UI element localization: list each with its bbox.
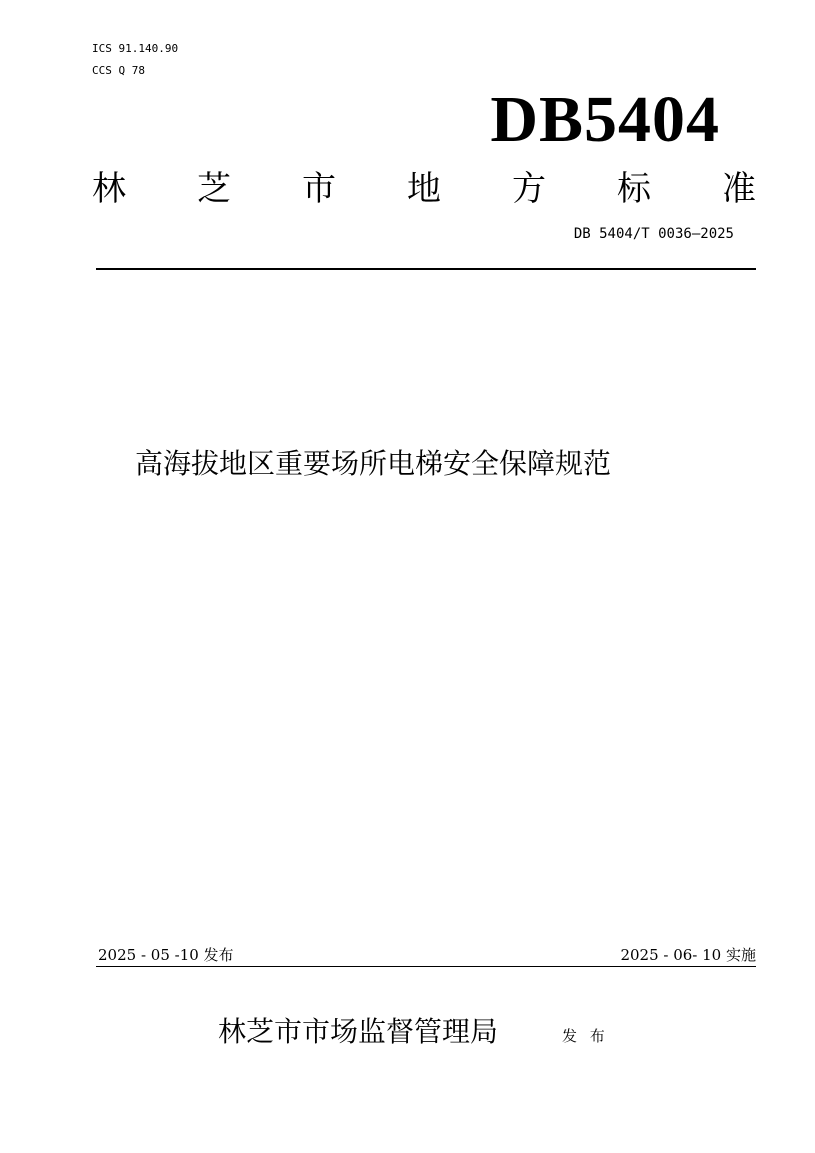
standard-type-heading xyxy=(92,164,756,214)
implementation-date: 2025 - 06- 10 实施 xyxy=(620,946,756,964)
publisher-name: 林芝市市场监督管理局 xyxy=(218,1015,499,1048)
standard-type-char: 地 xyxy=(407,169,441,209)
date-row xyxy=(98,944,756,966)
footer-divider xyxy=(96,966,756,967)
standard-type-char: 准 xyxy=(722,169,756,209)
standard-type-char: 市 xyxy=(302,169,336,209)
standard-type-char: 芝 xyxy=(197,169,231,209)
document-title-block xyxy=(0,442,815,486)
classification-codes xyxy=(92,38,178,82)
standard-code: DB5404 xyxy=(490,83,720,156)
header-divider xyxy=(96,268,756,270)
standard-type-char: 林 xyxy=(92,169,126,209)
ccs-code: CCS Q 78 xyxy=(92,64,145,77)
standard-number: DB 5404/T 0036—2025 xyxy=(573,226,734,242)
publish-label: 发 布 xyxy=(562,1027,605,1045)
standard-type-char: 方 xyxy=(512,169,546,209)
standard-type-char: 标 xyxy=(617,169,651,209)
issue-date: 2025 - 05 -10 发布 xyxy=(98,946,234,964)
document-title: 高海拔地区重要场所电梯安全保障规范 xyxy=(135,447,612,480)
ics-code: ICS 91.140.90 xyxy=(92,42,179,55)
